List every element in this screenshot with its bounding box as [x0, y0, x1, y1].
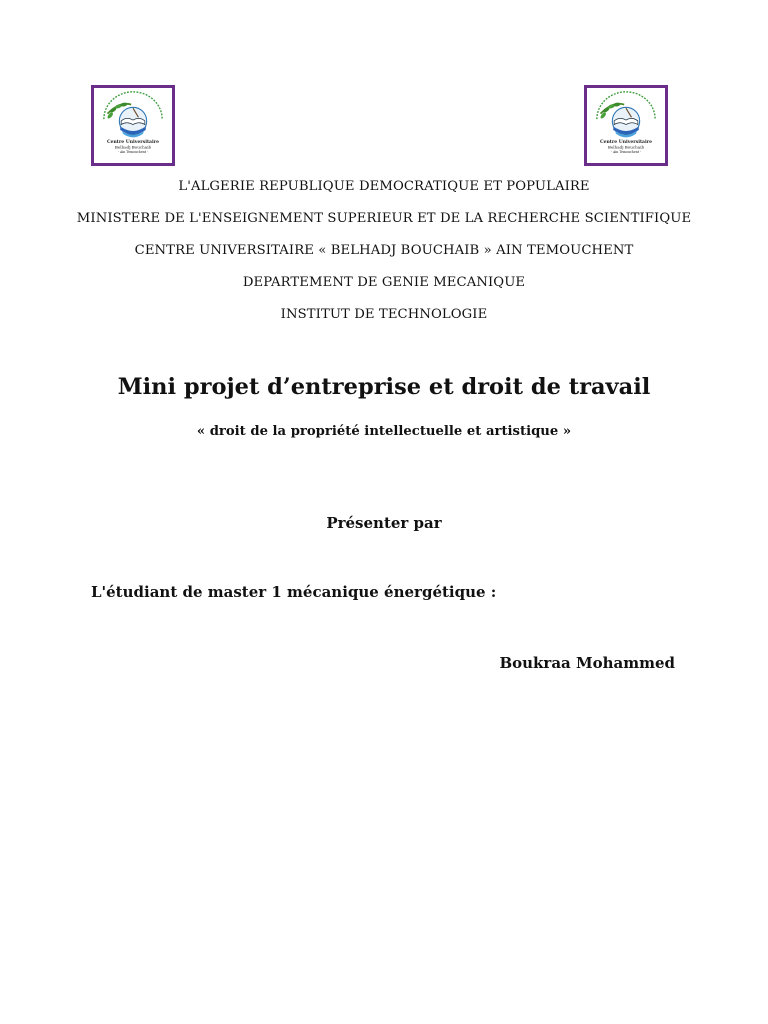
- seal-text-line3: - Ain Temouchent -: [610, 149, 642, 154]
- student-description: L'étudiant de master 1 mécanique énergétique :: [91, 583, 497, 601]
- seal-text-line2: Belhadj Bouchaib: [607, 144, 645, 150]
- presented-by-label: Présenter par: [326, 514, 442, 532]
- header-ministry: MINISTERE DE L'ENSEIGNEMENT SUPERIEUR ET DE LA RECHERCHE SCIENTIFIQUE: [76, 211, 692, 226]
- header-department: DEPARTEMENT DE GENIE MECANIQUE: [242, 275, 526, 290]
- header-country: L'ALGERIE REPUBLIQUE DEMOCRATIQUE ET POPULAIRE: [178, 179, 590, 194]
- seal-text-line2: Belhadj Bouchaib: [114, 144, 152, 150]
- university-logo-left: [91, 85, 175, 166]
- document-title: Mini projet d’entreprise et droit de travail: [117, 374, 651, 400]
- seal-text-line1: Centre Universitaire: [599, 139, 653, 145]
- university-seal-icon: [96, 90, 170, 161]
- header-institute: INSTITUT DE TECHNOLOGIE: [280, 307, 488, 322]
- seal-text-line1: Centre Universitaire: [106, 139, 160, 145]
- author-name: Boukraa Mohammed: [499, 654, 675, 672]
- university-seal-icon: [589, 90, 663, 161]
- seal-text-line3: - Ain Temouchent -: [117, 149, 149, 154]
- university-logo-right: [584, 85, 668, 166]
- header-university: CENTRE UNIVERSITAIRE « BELHADJ BOUCHAIB » AIN TEMOUCHENT: [134, 243, 634, 258]
- document-subtitle: « droit de la propriété intellectuelle et artistique »: [196, 424, 572, 439]
